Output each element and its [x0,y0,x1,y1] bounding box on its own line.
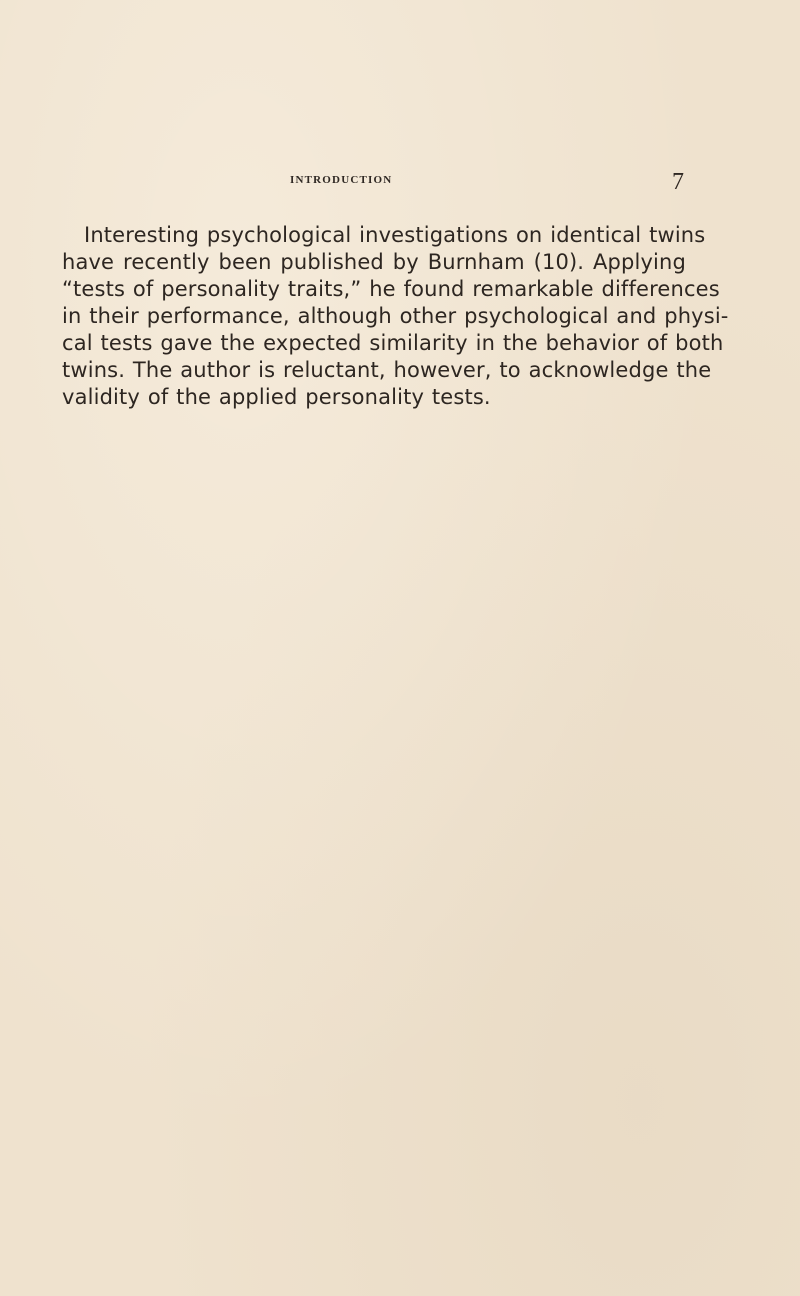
running-head-title: introduction [290,170,393,187]
running-head [0,170,800,194]
body-paragraph [62,222,729,411]
page-number: 7 [672,169,684,195]
paragraph-line: “tests of personality traits,” he found remarkable differences [62,277,720,301]
paragraph-line: Interesting psychological investigations on identical twins [84,223,706,247]
paragraph-line: twins. The author is reluctant, however, to acknowledge the [62,358,712,382]
paragraph-line: cal tests gave the expected similarity in the behavior of both [62,331,724,355]
paragraph-line: validity of the applied personality tests. [62,385,491,409]
paragraph-line: in their performance, although other psychological and physi- [62,304,729,328]
paragraph-line: have recently been published by Burnham (10). Applying [62,250,686,274]
